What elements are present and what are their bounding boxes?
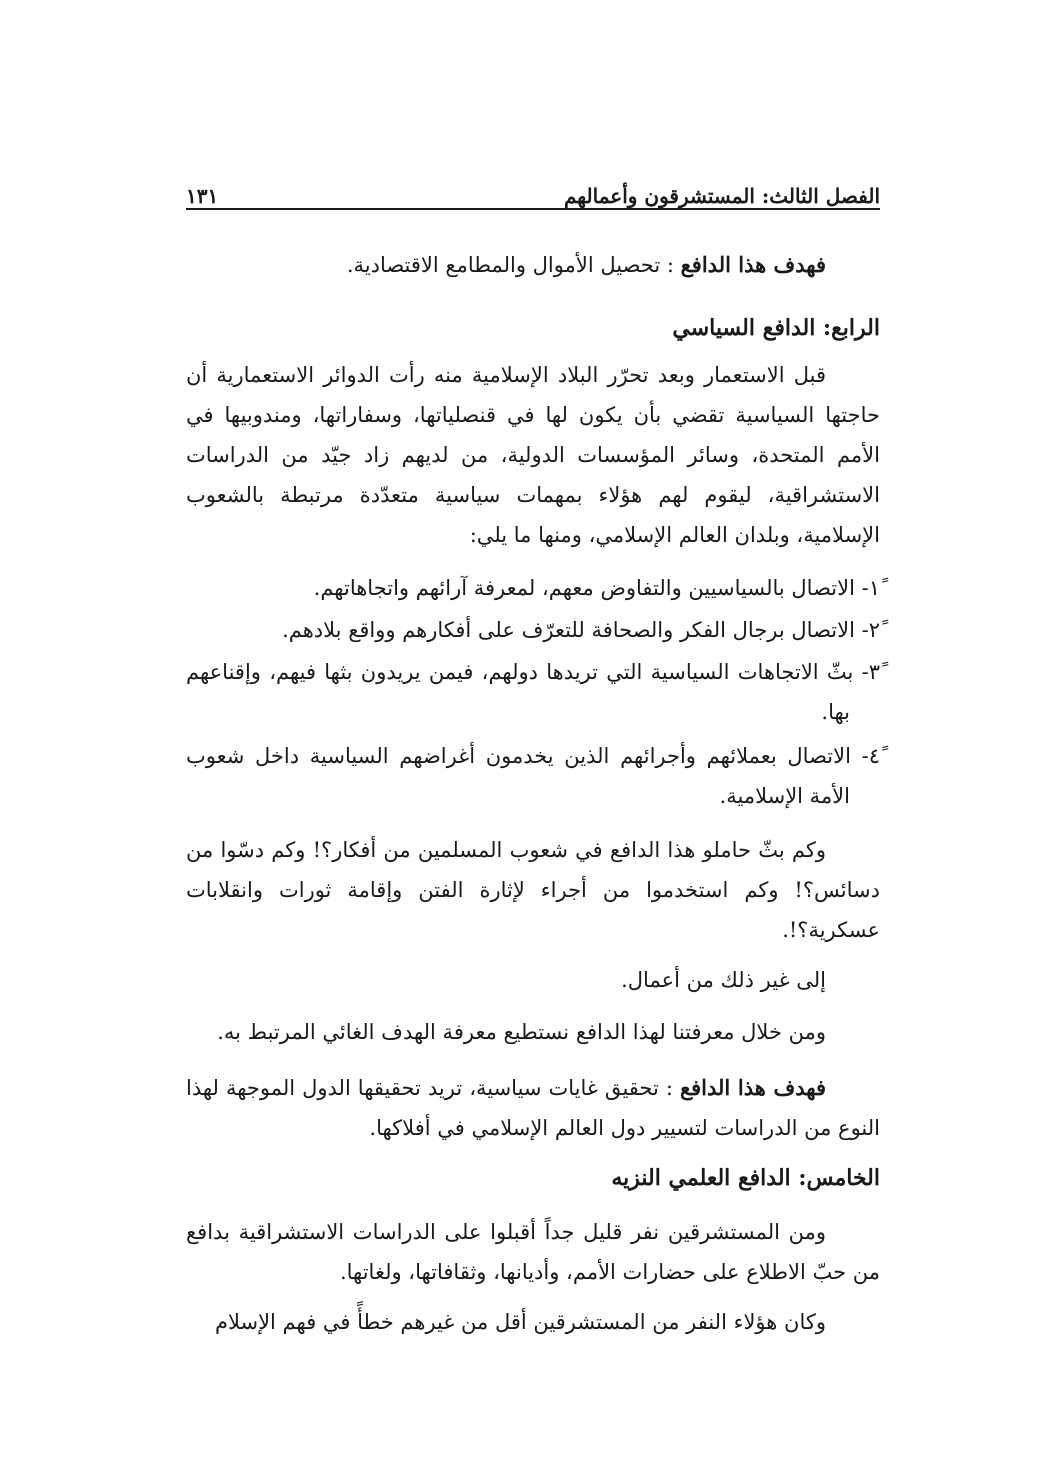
running-header: [186, 172, 880, 208]
heading-fifth-motive: الخامس: الدافع العلمي النزيه: [611, 1165, 880, 1191]
paragraph-scientific-motive: ومن المستشرقين نفر قليل جداً أقبلوا على الدراسات الاستشراقية بدافع من حبّ الاطلاع على حضارات الأمم، وأديانها، وثقافاتها، ولغاتها.: [186, 1220, 880, 1284]
goal-lead: فهدف هذا الدافع: [679, 1075, 826, 1100]
header-rule: [186, 208, 880, 210]
paragraph-political-goal: [186, 1068, 880, 1148]
heading-fourth-motive: الرابع: الدافع السياسي: [672, 315, 880, 341]
list-item-2: ٢ً- الاتصال برجال الفكر والصحافة للتعرّف على أفكارهم وواقع بلادهم.: [282, 618, 880, 642]
goal-lead: فهدف هذا الدافع: [680, 252, 826, 277]
list-item-3: ٣ً- بثّ الاتجاهات السياسية التي تريدها دولهم، فيمن يريدون بثها فيهم، وإقناعهم بها.: [186, 660, 880, 724]
goal-text: : تحصيل الأموال والمطامع الاقتصادية.: [346, 253, 674, 277]
page-number: ١٣١: [186, 184, 219, 208]
chapter-title: الفصل الثالث: المستشرقون وأعمالهم: [563, 184, 880, 208]
paragraph-other-works: إلى غير ذلك من أعمال.: [621, 968, 826, 992]
paragraph-knowledge: ومن خلال معرفتنا لهذا الدافع نستطيع معرفة الهدف الغائي المرتبط به.: [217, 1020, 826, 1044]
paragraph-closing: وكان هؤلاء النفر من المستشرقين أقل من غيرهم خطأً في فهم الإسلام: [214, 1310, 826, 1334]
goal-text: : تحقيق غايات سياسية، تريد تحقيقها الدول الموجهة لهذا النوع من الدراسات لتسيير دول العالم الإسلامي في أفلاكها.: [186, 1076, 880, 1140]
paragraph-political-motive: قبل الاستعمار وبعد تحرّر البلاد الإسلامية منه رأت الدوائر الاستعمارية أن حاجتها السياسية تقضي بأن يكون لها في قنصلياتها، وسفاراتها، ومندوبيها في الأمم المتحدة، وسائر المؤسسات الدولية، من لديهم زاد جيّد من الدراسات الاستشراقية، ليقوم لهم هؤلاء بمهمات سياسية متعدّدة مرتبطة بالشعوب الإسلامية، وبلدان العالم الإسلامي، ومنها ما يلي:: [186, 363, 880, 547]
list-item-1: ١ً- الاتصال بالسياسيين والتفاوض معهم، لمعرفة آرائهم واتجاهاتهم.: [313, 576, 880, 600]
paragraph-economic-goal: [186, 245, 880, 285]
list-item-4: ٤ً- الاتصال بعملائهم وأجرائهم الذين يخدمون أغراضهم السياسية داخل شعوب الأمة الإسلامية.: [186, 744, 880, 808]
paragraph-propaganda: وكم بثّ حاملو هذا الدافع في شعوب المسلمين من أفكار؟! وكم دسّوا من دسائس؟! وكم استخدموا من أجراء لإثارة الفتن وإقامة ثورات وانقلابات عسكرية؟!.: [186, 838, 880, 942]
